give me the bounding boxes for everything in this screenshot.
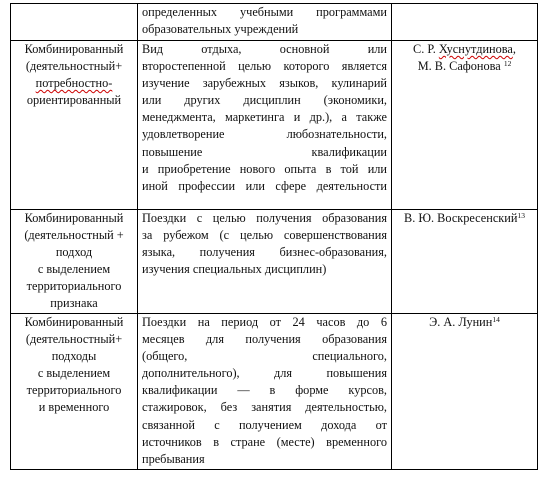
text-line [15, 75, 133, 92]
approach-cell [11, 4, 138, 41]
definition-cell [138, 41, 392, 210]
text-line: за рубежом (с целью совершенствования [142, 228, 387, 243]
text-line: Э. А. Лунин$^{14}$ [429, 315, 500, 329]
text-line: пребывания [142, 451, 205, 466]
approach-cell [11, 41, 138, 210]
table-row [11, 314, 538, 470]
text-line: (деятельностный+ [25, 332, 123, 347]
text-line: Поездки с целью получения образования [142, 211, 387, 225]
text-line: образовательных учреждений [142, 22, 299, 37]
text-line: изучение зарубежных языков, кулинарий [142, 76, 387, 91]
text-line: месяцев для получения образования [142, 332, 387, 347]
text-line: ориентированный [26, 93, 122, 108]
text-line: (общего, специального, [142, 349, 387, 364]
text-line: с выделением [37, 366, 111, 381]
text-line: иной профессии или сфере деятельности [142, 178, 387, 193]
text-line: стажировок, без занятия деятельностью, [142, 400, 387, 415]
text-line: территориального [26, 383, 122, 398]
text-line: связанной с получением дохода от [142, 417, 387, 432]
classification-table [10, 3, 538, 470]
text-line: Комбинированный [24, 42, 124, 56]
definition-cell [138, 314, 392, 470]
text-line: определенных учебными программами [142, 5, 387, 19]
text-line: подходы [51, 349, 97, 364]
text-line: признака [50, 296, 98, 311]
text-line: с выделением [37, 262, 111, 277]
author-cell [392, 210, 538, 314]
text-line: В. Ю. Воскресенский$^{13}$ [404, 211, 525, 225]
text-line: территориального [26, 279, 122, 294]
definition-cell [138, 210, 392, 314]
author-cell [392, 314, 538, 470]
text-line: дополнительного), для повышения [142, 366, 387, 381]
text-line: менеджмента, маркетинга и др.), а также [142, 110, 387, 125]
table-row [11, 41, 538, 210]
author-cell [392, 4, 538, 41]
text-line: источников в стране (месте) временного [142, 434, 387, 449]
text-line: квалификации — в форме курсов, [142, 383, 387, 398]
approach-cell [11, 314, 138, 470]
text-line: (деятельностный+ [25, 59, 123, 74]
text-line: второстепенной целью которого является [142, 59, 387, 74]
footnote-marker: 14 [492, 315, 500, 324]
spellcheck-underline: Хуснутдинова [438, 42, 513, 56]
text-line: повышение квалификации [142, 144, 387, 159]
author-cell [392, 41, 538, 210]
text-line: удовлетворение любознательности, [142, 127, 387, 142]
footnote-marker: 12 [503, 59, 512, 69]
text-line: М. В. Сафонова $^{12}$ [417, 59, 512, 74]
text-line: изучения специальных дисциплин) [142, 262, 327, 277]
text-line: языка, получения бизнес-образования, [142, 245, 387, 260]
spellcheck-underline: потребностно- [35, 76, 113, 91]
text-line: и временного [38, 400, 110, 415]
text-line: Вид отдыха, основной или [142, 42, 387, 56]
table-row [11, 4, 538, 41]
definition-cell [138, 4, 392, 41]
footnote-marker: 13 [517, 211, 525, 220]
table-row [11, 210, 538, 314]
text-line: (деятельностный + [24, 228, 124, 243]
text-line: С. Р. Хуснутдинова, [413, 42, 516, 56]
text-line: Комбинированный [24, 211, 124, 225]
approach-cell [11, 210, 138, 314]
text-line: и приобретение нового опыта в той или [142, 161, 387, 176]
text-line: или других дисциплин (экономики, [142, 93, 387, 108]
text-line: Поездки на период от 24 часов до 6 [142, 315, 387, 329]
text-line: Комбинированный [24, 315, 124, 329]
text-line: подход [55, 245, 93, 260]
